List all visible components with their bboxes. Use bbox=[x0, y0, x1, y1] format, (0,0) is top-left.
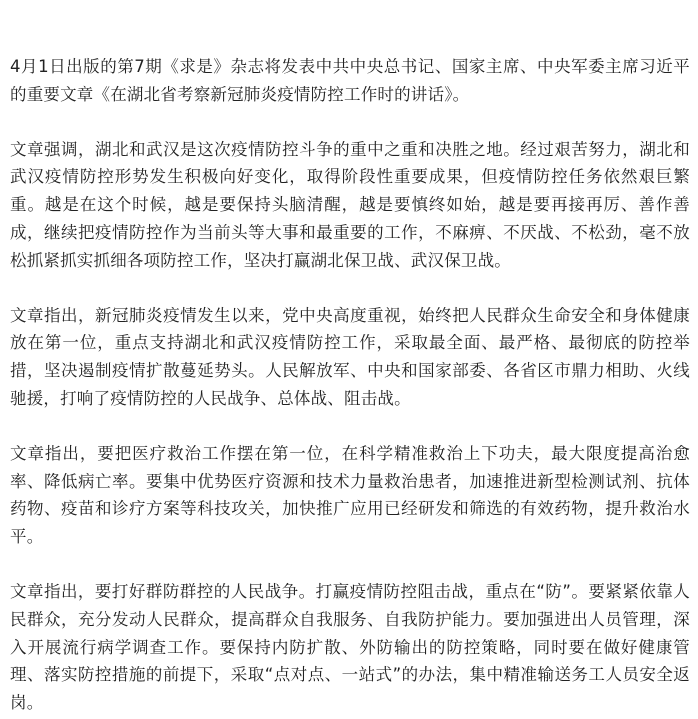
paragraph-mass-prevention: 文章指出，要打好群防群控的人民战争。打赢疫情防控阻击战，重点在“防”。要紧紧依靠人民群众，充分发动人民群众，提高群众自我服务、自我防护能力。要加强进出人员管理，深入开展流行病学调查工作。要保持内防扩散、外防输出的防控策略，同时要在做好健康管理、落实防控措施的前提下，采取“点对点、一站式”的办法，集中精准输送务工人员安全返岗。 bbox=[10, 581, 690, 713]
paragraph-intro: 4月1日出版的第7期《求是》杂志将发表中共中央总书记、国家主席、中央军委主席习近平的重要文章《在湖北省考察新冠肺炎疫情防控工作时的讲话》。 bbox=[10, 57, 690, 104]
paragraph-medical-treatment: 文章指出，要把医疗救治工作摆在第一位，在科学精准救治上下功夫，最大限度提高治愈率、降低病亡率。要集中优势医疗资源和技术力量救治患者，加速推进新型检测试剂、抗体药物、疫苗和诊疗方案等科技攻关，加快推广应用已经研发和筛选的有效药物，提升救治水平。 bbox=[10, 443, 690, 547]
paragraph-emphasis: 文章强调，湖北和武汉是这次疫情防控斗争的重中之重和决胜之地。经过艰苦努力，湖北和武汉疫情防控形势发生积极向好变化，取得阶段性重要成果，但疫情防控任务依然艰巨繁重。越是在这个时候，越是要保持头脑清醒，越是要慎终如始，越是要再接再厉、善作善成，继续把疫情防控作为当前头等大事和最重要的工作，不麻痹、不厌战、不松劲，毫不放松抓紧抓实抓细各项防控工作，坚决打赢湖北保卫战、武汉保卫战。 bbox=[10, 139, 690, 270]
paragraph-epidemic-response: 文章指出，新冠肺炎疫情发生以来，党中央高度重视，始终把人民群众生命安全和身体健康放在第一位，重点支持湖北和武汉疫情防控工作，采取最全面、最严格、最彻底的防控举措，坚决遏制疫情扩散蔓延势头。人民解放军、中央和国家部委、各省区市鼎力相助、火线驰援，打响了疫情防控的人民战争、总体战、阻击战。 bbox=[10, 305, 690, 408]
article-body bbox=[10, 0, 690, 717]
